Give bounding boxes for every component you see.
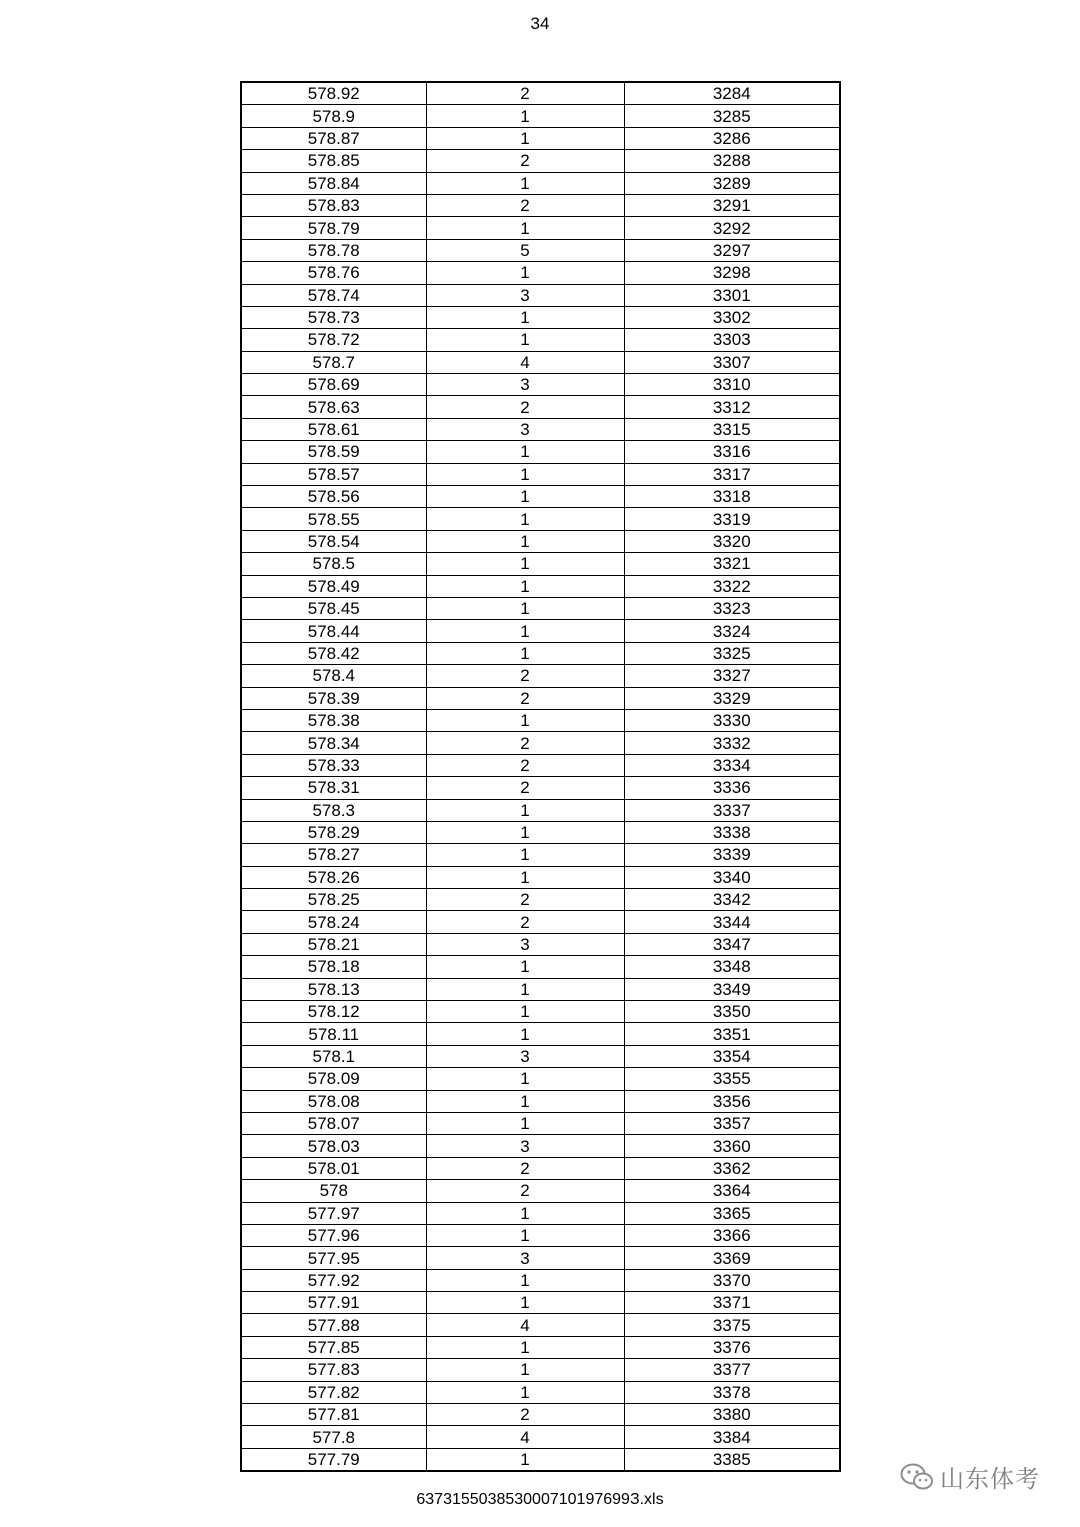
table-cell: 578.74	[241, 284, 426, 306]
table-cell: 578.11	[241, 1023, 426, 1045]
table-cell: 1	[426, 1112, 624, 1134]
table-cell: 1	[426, 1292, 624, 1314]
table-cell: 578.44	[241, 620, 426, 642]
table-cell: 578.5	[241, 553, 426, 575]
table-cell: 578.1	[241, 1045, 426, 1067]
table-cell: 3330	[624, 709, 840, 731]
table-row	[241, 418, 840, 440]
table-cell: 578.26	[241, 866, 426, 888]
table-cell: 578.73	[241, 306, 426, 328]
table-row	[241, 306, 840, 328]
table-row	[241, 821, 840, 843]
table-cell: 578.07	[241, 1112, 426, 1134]
table-cell: 2	[426, 1404, 624, 1426]
table-cell: 3298	[624, 262, 840, 284]
table-cell: 578.69	[241, 374, 426, 396]
table-cell: 1	[426, 217, 624, 239]
table-cell: 578.27	[241, 844, 426, 866]
table-cell: 2	[426, 1180, 624, 1202]
table-cell: 1	[426, 844, 624, 866]
table-row	[241, 777, 840, 799]
table-cell: 578.42	[241, 642, 426, 664]
table-cell: 1	[426, 1381, 624, 1403]
table-cell: 3292	[624, 217, 840, 239]
table-cell: 1	[426, 1336, 624, 1358]
table-row	[241, 105, 840, 127]
table-cell: 578.83	[241, 194, 426, 216]
page-number: 34	[530, 14, 550, 33]
table-cell: 1	[426, 1448, 624, 1471]
table-cell: 1	[426, 866, 624, 888]
table-cell: 3365	[624, 1202, 840, 1224]
table-cell: 578.4	[241, 665, 426, 687]
table-row	[241, 329, 840, 351]
table-cell: 3337	[624, 799, 840, 821]
table-cell: 578.12	[241, 1001, 426, 1023]
table-cell: 577.81	[241, 1404, 426, 1426]
table-cell: 4	[426, 1426, 624, 1448]
table-cell: 3297	[624, 239, 840, 261]
table-row	[241, 597, 840, 619]
table-cell: 3321	[624, 553, 840, 575]
table-cell: 1	[426, 1224, 624, 1246]
table-row	[241, 239, 840, 261]
table-cell: 3348	[624, 956, 840, 978]
table-cell: 578.38	[241, 709, 426, 731]
table-cell: 577.97	[241, 1202, 426, 1224]
table-cell: 578.7	[241, 351, 426, 373]
table-cell: 577.85	[241, 1336, 426, 1358]
table-cell: 3317	[624, 463, 840, 485]
table-row	[241, 530, 840, 552]
table-cell: 3291	[624, 194, 840, 216]
table-row	[241, 687, 840, 709]
table-cell: 578.59	[241, 441, 426, 463]
table-cell: 5	[426, 239, 624, 261]
table-cell: 2	[426, 150, 624, 172]
table-cell: 3375	[624, 1314, 840, 1336]
table-cell: 3351	[624, 1023, 840, 1045]
table-cell: 1	[426, 486, 624, 508]
table-row	[241, 933, 840, 955]
table-row	[241, 217, 840, 239]
table-cell: 578.21	[241, 933, 426, 955]
table-cell: 578.57	[241, 463, 426, 485]
table-row	[241, 889, 840, 911]
table-row	[241, 1224, 840, 1246]
table-cell: 577.8	[241, 1426, 426, 1448]
table-cell: 2	[426, 911, 624, 933]
table-cell: 1	[426, 597, 624, 619]
table-cell: 577.88	[241, 1314, 426, 1336]
table-cell: 3327	[624, 665, 840, 687]
table-row	[241, 486, 840, 508]
table-row	[241, 956, 840, 978]
table-row	[241, 1336, 840, 1358]
table-cell: 578.3	[241, 799, 426, 821]
table-cell: 2	[426, 687, 624, 709]
table-row	[241, 799, 840, 821]
table-cell: 577.92	[241, 1269, 426, 1291]
table-cell: 1	[426, 508, 624, 530]
table-cell: 577.95	[241, 1247, 426, 1269]
table-row	[241, 1247, 840, 1269]
table-row	[241, 732, 840, 754]
table-cell: 578.54	[241, 530, 426, 552]
table-cell: 577.91	[241, 1292, 426, 1314]
table-cell: 1	[426, 1202, 624, 1224]
table-row	[241, 642, 840, 664]
table-cell: 578.49	[241, 575, 426, 597]
table-cell: 3366	[624, 1224, 840, 1246]
score-table-body	[241, 82, 840, 1471]
table-cell: 578.08	[241, 1090, 426, 1112]
table-cell: 578.92	[241, 82, 426, 105]
table-row	[241, 1448, 840, 1471]
table-cell: 2	[426, 396, 624, 418]
table-cell: 578.55	[241, 508, 426, 530]
table-row	[241, 575, 840, 597]
table-row	[241, 1135, 840, 1157]
table-cell: 3303	[624, 329, 840, 351]
table-cell: 3369	[624, 1247, 840, 1269]
table-cell: 578.03	[241, 1135, 426, 1157]
table-row	[241, 866, 840, 888]
table-row	[241, 665, 840, 687]
table-row	[241, 1045, 840, 1067]
table-cell: 1	[426, 172, 624, 194]
table-row	[241, 396, 840, 418]
table-cell: 578.87	[241, 127, 426, 149]
table-row	[241, 1426, 840, 1448]
table-row	[241, 127, 840, 149]
table-cell: 3312	[624, 396, 840, 418]
table-cell: 3347	[624, 933, 840, 955]
table-cell: 3302	[624, 306, 840, 328]
table-cell: 578.18	[241, 956, 426, 978]
table-cell: 2	[426, 889, 624, 911]
table-row	[241, 1381, 840, 1403]
table-row	[241, 1269, 840, 1291]
table-cell: 3376	[624, 1336, 840, 1358]
table-row	[241, 463, 840, 485]
table-cell: 1	[426, 956, 624, 978]
table-row	[241, 620, 840, 642]
table-cell: 3329	[624, 687, 840, 709]
table-row	[241, 553, 840, 575]
table-cell: 3	[426, 1135, 624, 1157]
table-row	[241, 508, 840, 530]
table-cell: 578.45	[241, 597, 426, 619]
table-cell: 578.34	[241, 732, 426, 754]
table-row	[241, 1157, 840, 1179]
table-cell: 3362	[624, 1157, 840, 1179]
table-row	[241, 150, 840, 172]
table-cell: 3338	[624, 821, 840, 843]
table-cell: 3301	[624, 284, 840, 306]
table-row	[241, 1359, 840, 1381]
table-cell: 578.33	[241, 754, 426, 776]
table-cell: 578.85	[241, 150, 426, 172]
table-cell: 578.01	[241, 1157, 426, 1179]
table-cell: 1	[426, 463, 624, 485]
wechat-icon	[900, 1463, 934, 1491]
table-cell: 1	[426, 709, 624, 731]
table-row	[241, 374, 840, 396]
table-cell: 3319	[624, 508, 840, 530]
table-cell: 3384	[624, 1426, 840, 1448]
table-cell: 1	[426, 799, 624, 821]
watermark-text: 山东体考	[940, 1465, 1040, 1493]
table-cell: 3370	[624, 1269, 840, 1291]
table-cell: 1	[426, 978, 624, 1000]
table-cell: 3378	[624, 1381, 840, 1403]
table-cell: 3289	[624, 172, 840, 194]
table-cell: 1	[426, 553, 624, 575]
table-row	[241, 1292, 840, 1314]
table-cell: 577.96	[241, 1224, 426, 1246]
table-cell: 3377	[624, 1359, 840, 1381]
table-cell: 578.61	[241, 418, 426, 440]
table-cell: 1	[426, 306, 624, 328]
table-cell: 1	[426, 1023, 624, 1045]
table-cell: 1	[426, 441, 624, 463]
table-cell: 2	[426, 194, 624, 216]
table-cell: 578.56	[241, 486, 426, 508]
table-cell: 578.13	[241, 978, 426, 1000]
table-cell: 3284	[624, 82, 840, 105]
table-cell: 3324	[624, 620, 840, 642]
table-cell: 3336	[624, 777, 840, 799]
table-cell: 3332	[624, 732, 840, 754]
table-row	[241, 284, 840, 306]
table-cell: 3307	[624, 351, 840, 373]
table-cell: 3	[426, 284, 624, 306]
table-cell: 3380	[624, 1404, 840, 1426]
table-cell: 3325	[624, 642, 840, 664]
footer-filename: 637315503853000710197699З.xls	[416, 1491, 664, 1508]
table-cell: 1	[426, 620, 624, 642]
table-cell: 3357	[624, 1112, 840, 1134]
table-cell: 3360	[624, 1135, 840, 1157]
table-cell: 578.31	[241, 777, 426, 799]
table-cell: 3323	[624, 597, 840, 619]
table-cell: 3285	[624, 105, 840, 127]
table-cell: 3288	[624, 150, 840, 172]
table-cell: 578.79	[241, 217, 426, 239]
table-row	[241, 754, 840, 776]
table-cell: 1	[426, 105, 624, 127]
table-cell: 2	[426, 665, 624, 687]
table-cell: 2	[426, 777, 624, 799]
table-cell: 2	[426, 1157, 624, 1179]
table-cell: 3356	[624, 1090, 840, 1112]
table-cell: 3349	[624, 978, 840, 1000]
table-cell: 1	[426, 262, 624, 284]
table-row	[241, 1001, 840, 1023]
table-cell: 4	[426, 351, 624, 373]
table-cell: 1	[426, 1090, 624, 1112]
table-cell: 3315	[624, 418, 840, 440]
table-cell: 3	[426, 933, 624, 955]
table-row	[241, 194, 840, 216]
table-cell: 3320	[624, 530, 840, 552]
table-cell: 1	[426, 821, 624, 843]
table-cell: 578.78	[241, 239, 426, 261]
table-cell: 3339	[624, 844, 840, 866]
table-cell: 2	[426, 732, 624, 754]
table-cell: 3385	[624, 1448, 840, 1471]
table-cell: 578.25	[241, 889, 426, 911]
table-cell: 3	[426, 418, 624, 440]
table-cell: 1	[426, 1068, 624, 1090]
table-cell: 1	[426, 642, 624, 664]
table-cell: 4	[426, 1314, 624, 1336]
score-table	[240, 81, 841, 1472]
table-cell: 578.29	[241, 821, 426, 843]
table-row	[241, 262, 840, 284]
table-row	[241, 1314, 840, 1336]
table-cell: 2	[426, 754, 624, 776]
table-row	[241, 1202, 840, 1224]
table-row	[241, 1112, 840, 1134]
table-cell: 3	[426, 1045, 624, 1067]
table-cell: 2	[426, 82, 624, 105]
table-cell: 3354	[624, 1045, 840, 1067]
table-row	[241, 1180, 840, 1202]
table-cell: 3350	[624, 1001, 840, 1023]
table-cell: 3340	[624, 866, 840, 888]
table-row	[241, 844, 840, 866]
table-cell: 1	[426, 127, 624, 149]
table-row	[241, 1404, 840, 1426]
table-cell: 577.82	[241, 1381, 426, 1403]
table-cell: 3318	[624, 486, 840, 508]
table-cell: 577.83	[241, 1359, 426, 1381]
table-cell: 578.84	[241, 172, 426, 194]
table-cell: 578	[241, 1180, 426, 1202]
table-row	[241, 1068, 840, 1090]
table-cell: 578.24	[241, 911, 426, 933]
table-cell: 578.76	[241, 262, 426, 284]
table-row	[241, 1090, 840, 1112]
table-cell: 3344	[624, 911, 840, 933]
table-cell: 3	[426, 1247, 624, 1269]
table-row	[241, 1023, 840, 1045]
table-cell: 578.72	[241, 329, 426, 351]
table-row	[241, 351, 840, 373]
table-cell: 3342	[624, 889, 840, 911]
table-cell: 3371	[624, 1292, 840, 1314]
table-row	[241, 172, 840, 194]
table-row	[241, 82, 840, 105]
table-cell: 3316	[624, 441, 840, 463]
table-cell: 578.09	[241, 1068, 426, 1090]
table-row	[241, 441, 840, 463]
table-row	[241, 709, 840, 731]
table-cell: 3334	[624, 754, 840, 776]
table-cell: 3310	[624, 374, 840, 396]
table-row	[241, 911, 840, 933]
table-row	[241, 978, 840, 1000]
table-cell: 3	[426, 374, 624, 396]
watermark	[900, 1459, 1040, 1494]
table-cell: 1	[426, 1359, 624, 1381]
table-cell: 1	[426, 1269, 624, 1291]
table-cell: 3355	[624, 1068, 840, 1090]
table-cell: 3286	[624, 127, 840, 149]
table-cell: 1	[426, 575, 624, 597]
table-cell: 578.63	[241, 396, 426, 418]
table-cell: 578.39	[241, 687, 426, 709]
table-cell: 577.79	[241, 1448, 426, 1471]
table-cell: 578.9	[241, 105, 426, 127]
table-cell: 1	[426, 329, 624, 351]
table-cell: 1	[426, 1001, 624, 1023]
table-cell: 3364	[624, 1180, 840, 1202]
table-cell: 3322	[624, 575, 840, 597]
table-cell: 1	[426, 530, 624, 552]
